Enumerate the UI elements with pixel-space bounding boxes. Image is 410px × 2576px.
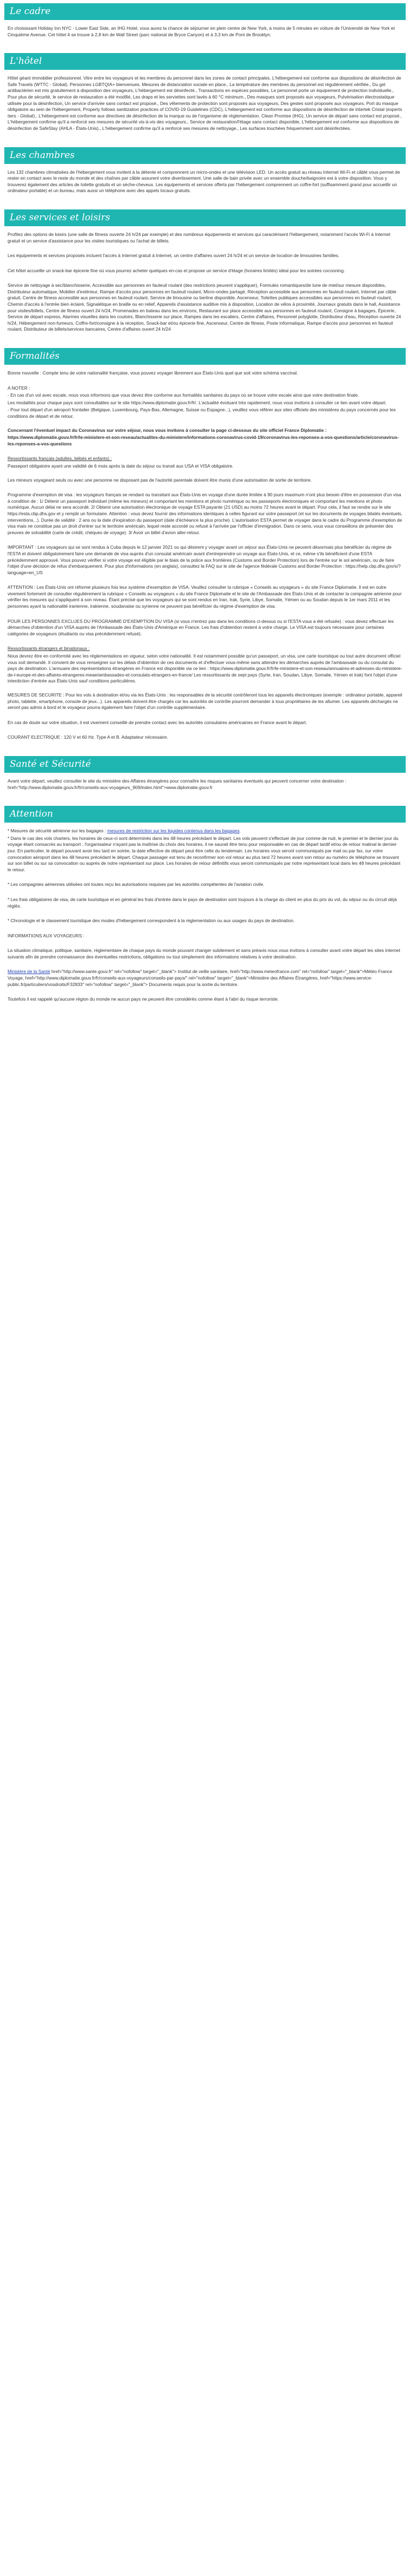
sante-text: Avant votre départ, veuillez consulter le site du ministère des Affaires étrangères pour connaître les risques sanitaires éventuels qui peuvent concerner votre destination : href="http://www.diplomatie.gouv.fr/fr/conseils-aux-voyageurs_909/index.html">www.diplomatie.gouv.fr (8, 778, 347, 790)
attention-links (8, 969, 402, 988)
formalites-foreign-text: Nous devrez être en conformité avec les réglementations en vigueur, selon votre nationalité. Il est notamment possible qu'un passeport, un visa, une carte touristique ou tout autre document officiel vous soit demandé. Il convient de vous renseigner sur les délais d'obtention de ces documents et d'effectuer vous-même sans attendre les démarches auprès de l'ambassade ou du consulat du pays de destination. L'annuaire des représentations étrangères en France est disponible via ce lien : https://www.diplomatie.gouv.fr/fr/le-ministere-et-son-reseau/annuaires-et-adresses-du-ministere-de-l-europe-et-des-affaires-etrangeres-meae/ambassades-et-consulats-etrangers-en-france/ Les ressortissants de sept pays (Syrie, Iran, Soudan, Libye, Somalie, Yémen et Irak) font l'objet d'une interdiction d'entrée aux États-Unis sauf conditions particulières. (8, 653, 402, 684)
section-attention (4, 806, 406, 1003)
section-title-hotel: L'hôtel (4, 53, 406, 70)
section-sante (4, 756, 406, 791)
attention-classification: * Chronologie et le classement touristique des modes d'hébergement correspondent à la réglementation ou aux usages du pays de destination. (8, 918, 295, 924)
services-text-4: Service de nettoyage à sec/blanchisserie, Accessible aux personnes en fauteuil roulant (des restrictions peuvent s'appliquer), Formules romantiques/de lune de miel/sur mesure disponibles, Distributeur automatique, Mobilier d'extérieur, Rampe d'accès pour personnes en fauteuil roulant, Micro-ondes partagé, Réception accessible aux personnes en fauteuil roulant, Internet par câble gratuit, Centre de fitness accessible aux personnes en fauteuil roulant, Service de limousine ou berline disponible, Ascenseur, Toilettes publiques accessibles aux personnes en fauteuil roulant, Chemin d'accès à l'entrée bien éclairé, Signalétique en braille ou en relief, Appareils d'assistance auditive mis à disposition, Location de vélos à proximité, Journaux gratuits dans le hall, Assistance pour visites/billets, Centre de fitness ouvert 24 h/24, Promenades en bateau dans les environs, Restaurant sur place accessible aux personnes en fauteuil roulant, Consigne à bagages, Épicerie, Service de départ express, Alarmes visuelles dans les couloirs, Blanchisserie sur place, Rampes dans les escaliers, Centre d'affaires, Personnel polyglotte, Distributeur d'eau, Réception ouverte 24 h/24, Hébergement non-fumeurs, Coffre-fort/consigne à la réception, Snack-bar et/ou épicerie fine, Ascenseur, Centre de fitness, Poste informatique, Rampe d'accès pour personnes en fauteuil roulant, Distributeur de billets/services bancaires, Centre d'affaires ouvert 24 h/24 (8, 282, 401, 332)
section-hotel (4, 53, 406, 132)
liquids-link[interactable]: mesures de restriction sur les liquides contenus dans les bagages (107, 828, 240, 834)
page (0, 0, 410, 1021)
section-title-sante: Santé et Sécurité (4, 756, 406, 773)
formalites-note-3: - Pour tout départ d'un aéroport frontalier (Belgique, Luxembourg, Pays-Bas, Allemagne, Suisse ou Espagne...), veuillez vous référer aux sites officiels des ministères du pays concernés pour les conditions de départ et de retour. (8, 407, 396, 419)
services-text-2: Les équipements et services proposés incluent l'accès à Internet gratuit à Internet, un centre d'affaires ouvert 24 h/24 et un service de location de limousines familles. (8, 253, 340, 259)
formalites-doubt: En cas de doute sur votre situation, il est vivement conseillé de prendre contact avec les autorités consulaires américaines en France avant le départ. (8, 719, 307, 725)
attention-charters: * Dans le cas des vols charters, les horaires de ceux-ci sont déterminés dans les 48 heures précédant le départ. Les vols peuvent s'effectuer de jour comme de nuit, le premier et le dernier jour du voyage étant consacrés au transport ; l'organisateur n'ayant pas la maîtrise du choix des horaires, il ne saurait être tenu pour responsable en cas de départ tardif et/ou de retour matinal le dernier jour. En particulier, le départ pouvant avoir lieu tard en soirée, la date effective de départ peut être celle du lendemain. Les horaires vous seront communiqués par mail ou par fax, sur votre convocation aéroport dans les 48 heures précédant le départ. Chaque passager est tenu de reconfirmer son vol retour au plus tard 72 heures avant son retour au numéro de téléphone se trouvant sur son billet ou sur sa convocation ou auprès de notre représentant sur place. Les horaires de retour définitifs vous seront communiqués par notre représentant local dans les 48 heures précédant le retour. (8, 835, 401, 872)
chambres-text: Les 132 chambres climatisées de l'hébergement vous invitent à la détente et comprennent un micro-ondes et une télévision LED. Un accès gratuit au réseau Internet Wi-Fi et câblé vous permet de rester en contact avec le reste du monde et des chaînes par câble assurent votre divertissement. Une salle de bain privée avec un ensemble douche/baignoire est à votre disposition. Vous y trouverez également des articles de toilette gratuits et un sèche-cheveux. Les équipements et services offerts par l'hébergement comprennent un coffre-fort (suffisamment grand pour accueillir un ordinateur portable) et un bureau, mais aussi un téléphone avec des appels locaux gratuits. (8, 169, 400, 194)
services-text-1: Profitez des options de loisirs (une salle de fitness ouverte 24 h/24 par exemple) et des nombreux équipements et services qui caractérisent l'hébergement, notamment l'accès Wi-Fi à Internet gratuit et un service d'assistance pour les visites touristiques ou l'achat de billets. (8, 231, 391, 244)
formalites-foreign-title: Ressortissants étrangers et binationaux : (8, 646, 90, 652)
formalites-note-title: A NOTER : (8, 385, 30, 391)
formalites-covid-link[interactable]: https://www.diplomatie.gouv.fr/fr/le-ministere-et-son-reseau/actualites-du-ministere/informations-coronavirus-covid-19/coronavirus-les-reponses-a-vos-questions/article/coronavirus-les-reponses-a-vos-questions (8, 435, 399, 446)
formalites-intro: Bonne nouvelle : Compte tenu de votre nationalité française, vous pouvez voyager librement aux États-Unis quel que soit votre schéma vaccinal. (8, 370, 298, 376)
hotel-text: Hôtel géant immobilier professionnel. Vitre entre les voyageurs et les membres du personnel dans les zones de contact principales. L'hébergement est conforme aux dispositions de désinfection de Safe Travels (WTTC - Global). Personnes LGBTQIA+ bienvenues. Mesures de distanciation sociale en place., La température des membres du personnel est régulièrement vérifiée., Du gel antibactérien est mis gratuitement à disposition des voyageurs, L'hébergement est désinfecté., Transactions en espèces possibles, Le personnel porte un équipement de protection individuelle., Pour plus de sécurité, le service de restauration a été modifié, Les draps et les serviettes sont lavés à 60 °C minimum., Des masques sont proposés aux voyageurs, Pulvérisation électrostatique utilisée pour la désinfection, Un service d'arrivée sans contact est proposé., Des vêtements de protection sont proposés aux voyageurs, Des gestes sont proposés aux voyageurs, Port du masque obligatoire au sein de l'hébergement, Property follows sanitization practices of COVID-19 Guidelines (CDC), L'hébergement est conforme aux dispositions de désinfection de Intertek Cristal (experts tiers - Global)., L'hébergement est conforme aux directives de désinfection de la marque ou de l'organisme de réglementation. Clean Promise (IHG), Un service de départ sans contact est proposé., L'hébergement confirme qu'il a renforcé ses mesures de sécurité vis-à-vis des voyageurs., Service de restauration/l'étage sans contact disponible, L'hébergement est conforme aux dispositions de désinfection de SafeStay (AHLA - États-Unis)., L'hébergement confirme qu'il a renforcé ses mesures de nettoyage., Les surfaces touchées fréquemment sont désinfectées. (8, 75, 402, 131)
formalites-note-2: Les modalités pour chaque pays sont consultables sur le site https://www.diplomatie.gouv.fr/fr/. L'actualité évoluant très rapidement, nous vous invitons à consulter ce lien avant votre départ. (8, 399, 387, 405)
section-chambres (4, 147, 406, 194)
attention-info-title: INFORMATIONS AUX VOYAGEURS : (8, 932, 85, 938)
attention-security (8, 828, 402, 834)
health-ministry-link[interactable]: Ministère de la Santé (8, 969, 50, 975)
formalites-french-text: Passeport obligatoire ayant une validité de 6 mois après la date du séjour ou transit aux USA et VISA obligatoire. (8, 463, 234, 469)
services-text-3: Cet hôtel accueille un snack-bar épicerie fine où vous pourrez acheter quelques en-cas et propose un service d'étage (horaires limités) idéal pour les soirées cocooning. (8, 267, 345, 273)
section-title-formalites: Formalités (4, 348, 406, 365)
attention-info-text: La situation climatique, politique, sanitaire, réglementaire de chaque pays du monde pouvant changer subitement et sans préavis nous vous invitons à consulter avant votre départ les sites internet suivants afin de prendre connaissance des éventuelles restrictions, obligations ou tout simplement des informations relatives à votre destination. (8, 948, 400, 960)
formalites-french-title: Ressortissants français (adultes, bébés et enfants) : (8, 456, 112, 462)
formalites-excluded: POUR LES PERSONNES EXCLUES DU PROGRAMME D'EXEMPTION DU VISA (si vous n'entrez pas dans les conditions ci-dessus ou si l'ESTA vous a été refusée) : vous devez effectuer les démarches d'obtention d'un VISA auprès de l'Ambassade des États-Unis d'Amérique en France. Les frais d'obtention restent à votre charge. Le VISA est toujours nécessaire pour certaines catégories de voyageurs (étudiants ou visa précédemment refusé). (8, 618, 394, 636)
attention-security-label: * Mesures de sécurité aérienne sur les bagages : (8, 828, 108, 834)
formalites-electric: COURANT ELECTRIQUE : 120 V et 60 Hz. Type A et B. Adaptateur nécessaire. (8, 734, 168, 740)
formalites-attention: ATTENTION : Les États-Unis ont réformé plusieurs fois leur système d'exemption de VISA. Veuillez consulter la rubrique « Conseils au voyageurs » du site France Diplomatie. Il est en outre vivement fortement de consulter régulièrement la rubrique « Conseils au voyageurs » du site France Diplomatie et le site de l'Ambassade des États-Unis et de contacter la compagnie aérienne pour vérifier les mesures qui s'appliquent à son niveau. Étant précisé que les voyageurs qui se sont rendus en Iran, Irak, Syrie, Libye, Somalie, Yémen ou au Soudan depuis le 1er mars 2011 et les personnes ayant la nationalité iranienne, irakienne, soudanaise ou syrienne ne peuvent pas bénéficier du régime d'exemption de visa. (8, 584, 402, 609)
attention-airlines: * Les compagnies aériennes utilisées ont toutes reçu les autorisations requises par les autorités compétentes de l'aviation civile. (8, 882, 264, 888)
attention-fees: * Les frais obligatoires de visa, de carte touristique et en général les frais d'entrée dans le pays de destination sont toujours à la charge du client en plus du prix du vol, du séjour ou du circuit déjà réglés. (8, 896, 397, 909)
section-services (4, 209, 406, 333)
section-title-attention: Attention (4, 806, 406, 823)
formalites-note-1: - En cas d'un vol avec escale, nous vous informons que vous devez être conforme aux formalités sanitaires du pays où se trouve votre escale ainsi que votre destination finale. (8, 392, 359, 398)
section-title-cadre: Le cadre (4, 3, 406, 20)
formalites-minors: Les mineurs voyageant seuls ou avec une personne ne disposant pas de l'autorité parentale doivent être munis d'une autorisation de sortie de territoire. (8, 477, 312, 483)
formalites-security: MESURES DE SECURITE : Pour les vols à destination et/ou via les États-Unis : les responsables de la sécurité contrôleront tous les appareils électroniques (exemple : ordinateur portable, appareil photo, tablette, smartphone, console de jeux...). Les appareils doivent être chargés car les autorités de contrôle pourront demander à tous propriétaires de les allumer. Les appareils déchargés ne seront pas admis à bord et le voyageur pourra également faire l'objet d'un contrôle supplémentaire. (8, 692, 402, 711)
attention-links-text: href="http://www.sante.gouv.fr" rel="nofollow" target="_blank"> Institut de veille sanitaire, href="http://www.meteofrance.com" rel="nofollow" target="_blank">Météo France Voyage, href="http://www.diplomatie.gouv.fr/fr/conseils-aux-voyageurs/conseils-par-pays/" rel="nofollow" target="_blank">Ministère des Affaires Étrangères, href="https://www.service-public.fr/particuliers/vosdroits/F32833" rel="nofollow" target="_blank"> Documents requis pour la sortie du territoire. (8, 969, 393, 987)
formalites-covid-title: Concernant l'éventuel impact du Coronavirus sur votre séjour, nous vous invitons à consulter la page ci-dessous du site officiel France Diplomatie : (8, 427, 327, 433)
cadre-text: En choisissant Holiday Inn NYC - Lower East Side, an IHG Hotel, vous aurez la chance de séjourner en plein centre de New York, à moins de 5 minutes en voiture de l'Université de New York et Cinquième Avenue. Cet hôtel 4 se trouve à 2,8 km de Wall Street (parc national de Bryce Canyon) et à 3,3 km de Pont de Brooklyn. (8, 25, 395, 37)
section-title-chambres: Les chambres (4, 147, 406, 164)
section-cadre (4, 3, 406, 38)
attention-terror: Toutefois il est rappelé qu'aucune région du monde ne aucun pays ne peuvent être considérés comme étant à l'abri du risque terroriste. (8, 996, 279, 1002)
attention-security-end: . (239, 828, 241, 834)
formalites-important: IMPORTANT : Les voyageurs qui se sont rendus à Cuba depuis le 12 janvier 2021 ou qui désirent y voyager avant un séjour aux États-Unis ne peuvent désormais plus bénéficier du régime de l'ESTA et doivent obligatoirement faire une demande de visa auprès d'un consulat américain avant d'entreprendre un voyage aux États-Unis, et ce, même s'ils bénéficient d'une ESTA précédemment approuvé. Vous pouvez vérifier si votre voyage est éligible par le biais de la police aux frontières (Customs and Border Protection) lors de l'entrée sur le sol américain, ou de faire l'objet d'une décision de refus d'embarquement. Pour plus d'informations (en anglais), consultez la FAQ sur le site de l'agence fédérale Customs and Border Protection : https://help.cbp.dhs.gov/s/?language=en_US (8, 544, 401, 575)
formalites-visa-program: Programme d'exemption de visa : les voyageurs français se rendant ou transitant aux États-Unis en voyage d'une durée limitée à 90 jours maximum n'ont plus besoin d'être en possession d'un visa à condition de : 1/ Détenir un passeport individuel (même les mineurs) et comportant les mentions et photo numérique ou les passeports électroniques et comportant les mentions et photo numérique. Aucun délai ne sera accordé. 2/ Obtenir une autorisation électronique de voyage ESTA payante (21 USD) au moins 72 heures avant le départ. Pour cela, il faut se rendre sur le site https://esta.cbp.dhs.gov et y remplir un formulaire. Attention : vous devez fournir des informations identiques à celles figurant sur votre passeport (et sur les documents de voyages bilatés éventuels, interventions...). Durée de validité : 2 ans ou la date d'expiration du passeport (date d'échéance la plus proche). L'autorisation ESTA permet de voyager dans le cadre du Programme d'exemption de visa mais ne constitue pas un droit d'entrer sur le territoire américain, lequel reste accordé ou refusé à l'arrivée par l'officier d'immigration. Dans ce sens, vous vous conseillons de présenter des preuves de solvabilité (carte de crédit, chèques de voyage). 3/ Avoir un billet d'avion aller-retour. (8, 492, 402, 535)
section-title-services: Les services et loisirs (4, 209, 406, 226)
section-formalites (4, 348, 406, 741)
